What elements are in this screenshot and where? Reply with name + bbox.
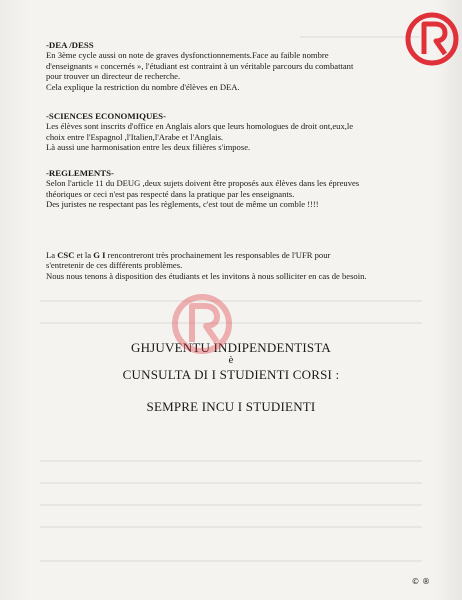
section-heading: -SCIENCES ECONOMIQUES-	[46, 111, 166, 121]
copyright-mark: © ®	[411, 577, 430, 586]
paragraph-line: En 3ème cycle aussi on note de graves dysfonctionnements.Face au faible nombre	[46, 50, 329, 61]
signature-line: è	[228, 354, 234, 366]
paragraph-line: Cela explique la restriction du nombre d'élèves en DEA.	[46, 81, 240, 92]
section-reglements	[46, 168, 446, 210]
closing-line: s'entretenir de ces différents problèmes.	[46, 260, 183, 271]
section-heading: -DEA /DESS	[46, 40, 94, 50]
bleed-through	[300, 36, 420, 38]
text-fragment: et la	[74, 250, 94, 260]
bleed-through	[40, 482, 422, 484]
gi-acronym: G I	[93, 250, 106, 260]
section-heading: -REGLEMENTS-	[46, 168, 114, 178]
signature-slogan: SEMPRE INCU I STUDIENTI	[146, 399, 316, 414]
text-fragment: rencontreront très prochainement les responsables de l'UFR pour	[105, 250, 331, 260]
paragraph-line: Selon l'article 11 du DEUG ,deux sujets doivent être proposés aux élèves dans les épreuves	[46, 178, 360, 189]
paragraph-line: Les élèves sont inscrits d'office en Anglais alors que leurs homologues de droit ont,eux,le	[46, 121, 354, 132]
text-fragment: La	[46, 250, 58, 260]
closing-line: Nous nous tenons à disposition des étudiants et les invitons à nous solliciter en cas de besoin.	[46, 270, 367, 281]
bleed-through	[40, 560, 422, 562]
section-dea-dess	[46, 40, 446, 92]
section-sciences-economiques	[46, 111, 446, 153]
bleed-through	[40, 526, 422, 528]
paragraph-line: Là aussi une harmonisation entre les deux filières s'impose.	[46, 142, 251, 153]
closing-paragraph	[46, 250, 446, 281]
signature-line: CUNSULTA DI I STUDIENTI CORSI :	[122, 367, 340, 382]
paragraph-line: pour trouver un directeur de recherche.	[46, 71, 181, 82]
paragraph-line: théoriques or ceci n'est pas respecté dans la pratique par les enseignants.	[46, 188, 295, 199]
signature-line: GHJUVENTU INDIPENDENTISTA	[130, 340, 332, 355]
bleed-through	[40, 504, 422, 506]
watermark-logo	[172, 288, 232, 360]
csc-acronym: CSC	[57, 250, 75, 260]
closing-line	[46, 250, 446, 260]
paragraph-line: d'enseignants « concernés », l'étudiant est contraint à un véritable parcours du combattant	[46, 60, 354, 71]
watermark-logo	[405, 8, 459, 70]
paragraph-line: Des juristes ne respectant pas les règlements, c'est tout de même un comble !!!!	[46, 199, 319, 210]
bleed-through	[40, 460, 422, 462]
paragraph-line: choix entre l'Espagnol ,l'Italien,l'Arabe et l'Anglais.	[46, 131, 224, 142]
